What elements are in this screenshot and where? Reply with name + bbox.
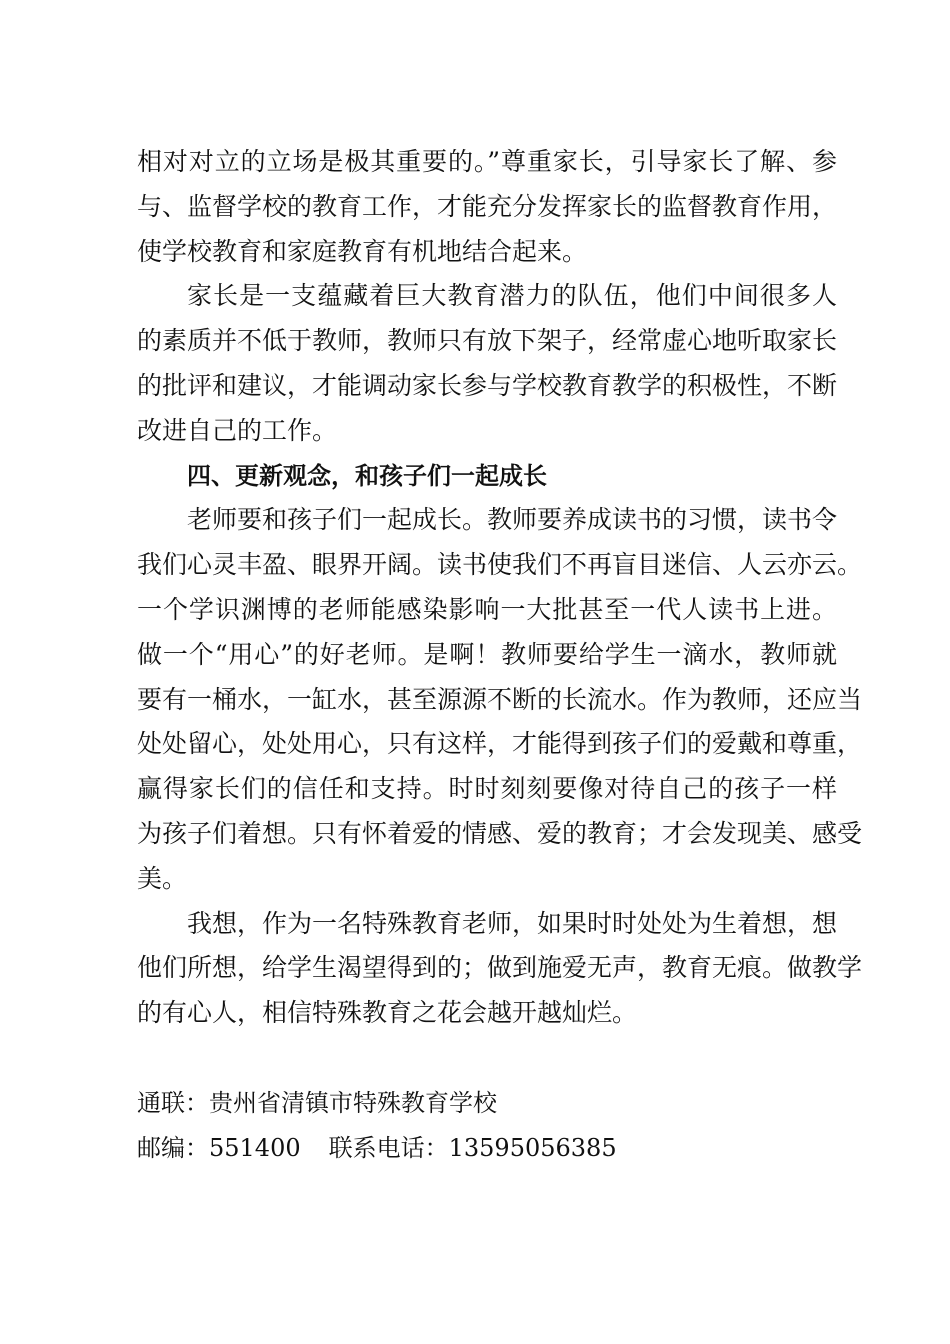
paragraph-line: 家长是一支蕴藏着巨大教育潜力的队伍，他们中间很多人 bbox=[187, 281, 837, 311]
paragraph-4 bbox=[137, 902, 863, 1036]
address-label: 通联： bbox=[137, 1088, 209, 1117]
paragraph-line: 我们心灵丰盈、眼界开阔。读书使我们不再盲目迷信、人云亦云。 bbox=[137, 550, 863, 580]
phone-label: 联系电话： bbox=[328, 1133, 449, 1162]
postcode-value: 551400 bbox=[209, 1133, 301, 1162]
paragraph-line: 处处留心，处处用心，只有这样，才能得到孩子们的爱戴和尊重， bbox=[137, 729, 863, 759]
paragraph-3 bbox=[137, 498, 863, 901]
paragraph-line: 美。 bbox=[137, 863, 188, 893]
address-value: 贵州省清镇市特殊教育学校 bbox=[209, 1088, 497, 1117]
paragraph-2 bbox=[137, 274, 837, 453]
contact-postcode-phone-line bbox=[137, 1126, 837, 1171]
paragraph-line: 老师要和孩子们一起成长。教师要养成读书的习惯，读书令 bbox=[187, 505, 838, 535]
paragraph-line: 一个学识渊博的老师能感染影响一大批甚至一代人读书上进。 bbox=[137, 594, 837, 624]
paragraph-1 bbox=[137, 140, 837, 274]
contact-address-line bbox=[137, 1081, 837, 1126]
paragraph-line: 使学校教育和家庭教育有机地结合起来。 bbox=[137, 236, 588, 266]
paragraph-line: 改进自己的工作。 bbox=[137, 415, 338, 445]
phone-value: 13595056385 bbox=[448, 1133, 617, 1162]
document-page bbox=[137, 140, 863, 1170]
postcode-label: 邮编： bbox=[137, 1133, 209, 1162]
paragraph-line: 做一个“用心”的好老师。是啊！教师要给学生一滴水，教师就 bbox=[137, 639, 837, 669]
paragraph-line: 的有心人，相信特殊教育之花会越开越灿烂。 bbox=[137, 998, 638, 1028]
paragraph-line: 我想，作为一名特殊教育老师，如果时时处处为生着想，想 bbox=[187, 908, 838, 938]
paragraph-line: 的批评和建议，才能调动家长参与学校教育教学的积极性，不断 bbox=[137, 370, 838, 400]
paragraph-line: 要有一桶水，一缸水，甚至源源不断的长流水。作为教师，还应当 bbox=[137, 684, 863, 714]
paragraph-line: 相对对立的立场是极其重要的。”尊重家长，引导家长了解、参 bbox=[137, 147, 837, 176]
paragraph-line: 与、监督学校的教育工作，才能充分发挥家长的监督教育作用， bbox=[137, 191, 838, 221]
section-heading: 四、更新观念，和孩子们一起成长 bbox=[187, 461, 547, 490]
paragraph-line: 赢得家长们的信任和支持。时时刻刻要像对待自己的孩子一样 bbox=[137, 774, 837, 804]
paragraph-line: 的素质并不低于教师，教师只有放下架子，经常虚心地听取家长 bbox=[137, 326, 838, 356]
paragraph-line: 他们所想，给学生渴望得到的；做到施爱无声，教育无痕。做教学 bbox=[137, 953, 863, 983]
paragraph-line: 为孩子们着想。只有怀着爱的情感、爱的教育；才会发现美、感受 bbox=[137, 818, 863, 848]
blank-line bbox=[137, 1036, 837, 1081]
